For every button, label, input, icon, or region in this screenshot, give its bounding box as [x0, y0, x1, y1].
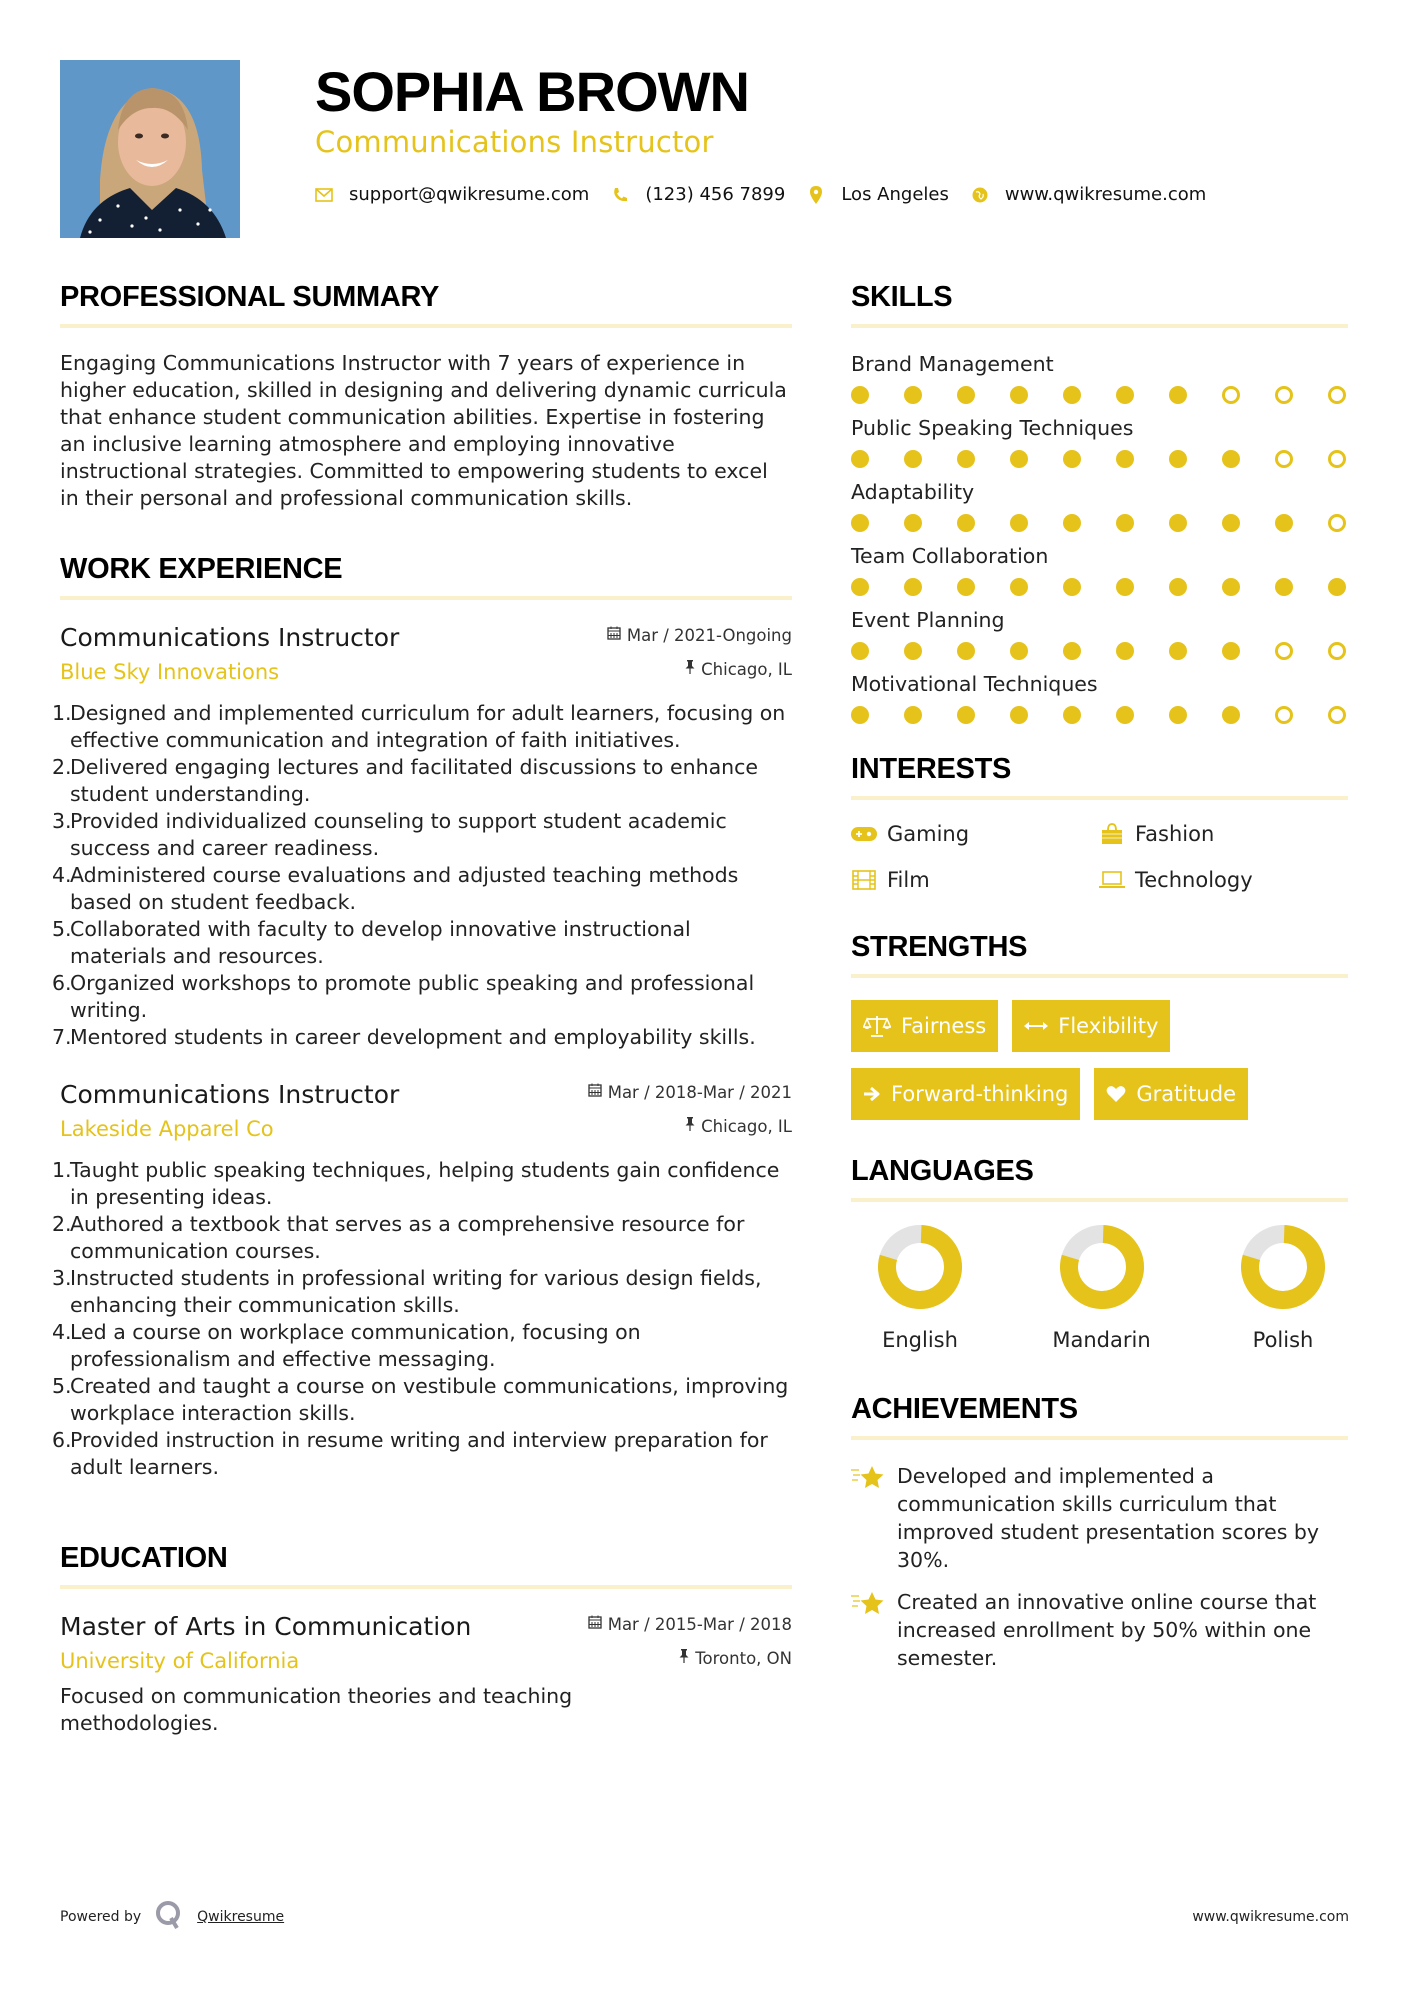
footer	[60, 1900, 1349, 1934]
rating-dot-filled	[851, 706, 869, 724]
skill-rating	[851, 450, 1348, 468]
language-proficiency-donut	[1240, 1224, 1326, 1310]
section-heading: INTERESTS	[851, 753, 1012, 785]
company-name: Lakeside Apparel Co	[60, 1117, 274, 1141]
rating-dot-filled	[851, 386, 869, 404]
rating-dot-filled	[1116, 706, 1134, 724]
rating-dot-empty	[1328, 514, 1346, 532]
bullet-item: 3. Provided individualized counseling to support student academic success and career readiness.	[52, 809, 727, 860]
interest-item: Technology	[1099, 864, 1347, 896]
education-location: Toronto, ON	[695, 1649, 792, 1668]
rating-dot-empty	[1222, 386, 1240, 404]
candidate-title: Communications Instructor	[315, 125, 714, 159]
bullet-item: 1. Designed and implemented curriculum for adult learners, focusing on effective communication and integration of faith initiatives.	[52, 701, 786, 752]
calendar-icon	[588, 1083, 602, 1103]
rating-dot-filled	[957, 386, 975, 404]
star-icon	[851, 1588, 897, 1672]
profile-photo	[60, 60, 240, 238]
school-name: University of California	[60, 1649, 300, 1673]
rating-dot-empty	[1275, 706, 1293, 724]
language-item	[1228, 1224, 1338, 1352]
rating-dot-filled	[851, 514, 869, 532]
section-divider	[60, 324, 792, 328]
strength-tag: Fairness	[851, 1000, 998, 1052]
right-column	[851, 280, 1348, 1686]
skill-name: Adaptability	[851, 480, 975, 504]
job-title: Communications Instructor	[60, 623, 400, 652]
bullet-item: 1. Taught public speaking techniques, helping students gain confidence in presenting ideas.	[52, 1158, 780, 1209]
job-location: Chicago, IL	[701, 1117, 792, 1136]
rating-dot-filled	[1116, 514, 1134, 532]
section-heading: LANGUAGES	[851, 1155, 1034, 1187]
section-divider	[851, 324, 1348, 328]
rating-dot-filled	[1169, 514, 1187, 532]
language-name: Mandarin	[1052, 1328, 1151, 1352]
balance-scale-icon	[863, 1015, 891, 1037]
skills-section	[851, 280, 1348, 724]
footer-website-link[interactable]: www.qwikresume.com	[1192, 1909, 1349, 1925]
skill-item	[851, 542, 1348, 596]
rating-dot-filled	[851, 450, 869, 468]
work-experience-section	[52, 552, 792, 1481]
achievement-item: Developed and implemented a communication skills curriculum that improved student presentation scores by 30%.	[851, 1462, 1348, 1574]
section-heading: SKILLS	[851, 281, 953, 313]
calendar-icon	[607, 626, 621, 646]
rating-dot-filled	[904, 706, 922, 724]
rating-dot-filled	[957, 578, 975, 596]
section-heading: PROFESSIONAL SUMMARY	[60, 281, 440, 313]
job-location: Chicago, IL	[701, 660, 792, 679]
rating-dot-filled	[904, 642, 922, 660]
rating-dot-filled	[1222, 450, 1240, 468]
skill-name: Brand Management	[851, 352, 1054, 376]
rating-dot-filled	[1275, 578, 1293, 596]
rating-dot-filled	[1222, 578, 1240, 596]
rating-dot-filled	[1010, 386, 1028, 404]
skill-item	[851, 670, 1348, 724]
rating-dot-filled	[1116, 386, 1134, 404]
rating-dot-filled	[957, 706, 975, 724]
rating-dot-filled	[1169, 578, 1187, 596]
section-divider	[851, 974, 1348, 978]
skill-rating	[851, 578, 1348, 596]
rating-dot-filled	[1222, 706, 1240, 724]
rating-dot-filled	[1169, 642, 1187, 660]
map-pin-icon	[807, 186, 825, 204]
rating-dot-filled	[1063, 706, 1081, 724]
language-proficiency-donut	[1059, 1224, 1145, 1310]
shopping-bag-icon	[1099, 823, 1125, 845]
pushpin-icon	[685, 660, 695, 680]
skill-rating	[851, 642, 1348, 660]
job-bullets	[52, 1157, 792, 1481]
bullet-item: 5. Created and taught a course on vestibule communications, improving workplace interaction skills.	[52, 1374, 789, 1425]
arrows-horizontal-icon	[1024, 1021, 1048, 1031]
job-title: Communications Instructor	[60, 1080, 400, 1109]
bullet-item: 2. Delivered engaging lectures and facilitated discussions to enhance student understanding.	[52, 755, 759, 806]
rating-dot-empty	[1328, 642, 1346, 660]
rating-dot-filled	[1116, 450, 1134, 468]
rating-dot-filled	[1010, 642, 1028, 660]
phone-icon	[611, 187, 629, 203]
section-heading: WORK EXPERIENCE	[60, 553, 343, 585]
languages-section	[851, 1154, 1348, 1352]
heart-icon	[1106, 1085, 1126, 1103]
qwikresume-logo-icon	[155, 1900, 183, 1934]
rating-dot-empty	[1275, 386, 1293, 404]
section-divider	[851, 796, 1348, 800]
strength-tag: Flexibility	[1012, 1000, 1170, 1052]
contact-location	[807, 184, 949, 205]
laptop-icon	[1099, 871, 1125, 889]
rating-dot-filled	[904, 578, 922, 596]
bullet-item: 2. Authored a textbook that serves as a comprehensive resource for communication courses.	[52, 1212, 745, 1263]
rating-dot-filled	[1169, 706, 1187, 724]
rating-dot-filled	[1010, 706, 1028, 724]
contact-info	[315, 184, 1228, 205]
gamepad-icon	[851, 827, 877, 841]
bullet-item: 6. Provided instruction in resume writing and interview preparation for adult learners.	[52, 1428, 768, 1479]
education-description: Focused on communication theories and teaching methodologies.	[60, 1684, 573, 1735]
rating-dot-filled	[957, 450, 975, 468]
education-dates: Mar / 2015-Mar / 2018	[607, 1615, 792, 1634]
job-entry	[52, 622, 792, 1051]
interest-item: Gaming	[851, 818, 1099, 850]
section-heading: STRENGTHS	[851, 931, 1028, 963]
section-heading: EDUCATION	[60, 1542, 228, 1574]
rating-dot-filled	[1116, 642, 1134, 660]
strength-tag: Forward-thinking	[851, 1068, 1080, 1120]
skill-item	[851, 606, 1348, 660]
portrait-image	[60, 60, 240, 238]
rating-dot-filled	[1275, 514, 1293, 532]
email-text: support@qwikresume.com	[349, 184, 590, 205]
section-divider	[851, 1436, 1348, 1440]
website-text: www.qwikresume.com	[1004, 184, 1207, 205]
rating-dot-filled	[1010, 514, 1028, 532]
skill-name: Public Speaking Techniques	[851, 416, 1134, 440]
calendar-icon	[588, 1615, 602, 1635]
rating-dot-filled	[957, 642, 975, 660]
contact-website[interactable]	[971, 184, 1206, 205]
section-divider	[851, 1198, 1348, 1202]
degree-title: Master of Arts in Communication	[60, 1612, 472, 1641]
interest-item: Film	[851, 864, 1099, 896]
job-entry	[52, 1079, 792, 1481]
rating-dot-filled	[957, 514, 975, 532]
section-divider	[60, 596, 792, 600]
strength-tag: Gratitude	[1094, 1068, 1248, 1120]
contact-email[interactable]	[315, 184, 589, 205]
envelope-icon	[315, 188, 333, 202]
skill-name: Motivational Techniques	[851, 672, 1098, 696]
qwikresume-link[interactable]: Qwikresume	[197, 1909, 285, 1925]
rating-dot-empty	[1275, 642, 1293, 660]
rating-dot-filled	[1222, 514, 1240, 532]
rating-dot-filled	[1222, 642, 1240, 660]
film-icon	[851, 870, 877, 890]
pushpin-icon	[679, 1649, 689, 1669]
rating-dot-filled	[851, 578, 869, 596]
rating-dot-empty	[1275, 450, 1293, 468]
achievements-section	[851, 1392, 1348, 1672]
skill-rating	[851, 386, 1348, 404]
strengths-section	[851, 930, 1348, 1120]
rating-dot-filled	[1063, 642, 1081, 660]
language-item	[865, 1224, 975, 1352]
skill-item	[851, 350, 1348, 404]
bullet-item: 4. Administered course evaluations and adjusted teaching methods based on student feedback.	[52, 863, 739, 914]
skill-item	[851, 414, 1348, 468]
rating-dot-empty	[1328, 386, 1346, 404]
location-text: Los Angeles	[841, 184, 949, 205]
globe-icon	[971, 187, 989, 203]
rating-dot-filled	[1010, 450, 1028, 468]
rating-dot-empty	[1328, 706, 1346, 724]
skill-item	[851, 478, 1348, 532]
language-name: Polish	[1252, 1328, 1314, 1352]
skill-name: Event Planning	[851, 608, 1005, 632]
skill-rating	[851, 514, 1348, 532]
job-bullets	[52, 700, 792, 1051]
rating-dot-filled	[1063, 514, 1081, 532]
contact-phone[interactable]	[611, 184, 785, 205]
rating-dot-filled	[1063, 450, 1081, 468]
language-name: English	[882, 1328, 958, 1352]
language-item	[1047, 1224, 1157, 1352]
rating-dot-filled	[851, 642, 869, 660]
rating-dot-filled	[904, 450, 922, 468]
rating-dot-filled	[1116, 578, 1134, 596]
summary-text: Engaging Communications Instructor with 7 years of experience in higher education, skilled in designing and delivering dynamic curricula that enhance student communication abilities. Expertise in fostering an inclusive learning atmosphere and employing innovative instructional strategies. Committed to empowering students to excel in their personal and professional communication skills.	[60, 351, 787, 510]
company-name: Blue Sky Innovations	[60, 660, 280, 684]
rating-dot-filled	[904, 386, 922, 404]
education-section	[60, 1541, 792, 1737]
rating-dot-filled	[1063, 386, 1081, 404]
bullet-item: 5. Collaborated with faculty to develop innovative instructional materials and resources.	[52, 917, 691, 968]
left-column	[52, 280, 792, 1737]
interest-item: Fashion	[1099, 818, 1347, 850]
skill-name: Team Collaboration	[851, 544, 1049, 568]
powered-by-label: Powered by	[60, 1909, 142, 1925]
phone-text: (123) 456 7899	[645, 184, 786, 205]
skill-rating	[851, 706, 1348, 724]
resume-header	[315, 60, 1228, 205]
rating-dot-empty	[1328, 450, 1346, 468]
bullet-item: 3. Instructed students in professional writing for various design fields, enhancing their communication skills.	[52, 1266, 762, 1317]
interests-section	[851, 752, 1348, 896]
section-divider	[60, 1585, 792, 1589]
rating-dot-filled	[1063, 578, 1081, 596]
candidate-name: SOPHIA BROWN	[315, 60, 749, 123]
job-dates: Mar / 2018-Mar / 2021	[607, 1083, 792, 1102]
rating-dot-filled	[1010, 578, 1028, 596]
rating-dot-filled	[1169, 386, 1187, 404]
rating-dot-filled	[904, 514, 922, 532]
job-dates: Mar / 2021-Ongoing	[626, 626, 792, 645]
achievement-item: Created an innovative online course that increased enrollment by 50% within one semester.	[851, 1588, 1348, 1672]
arrow-right-icon	[863, 1085, 881, 1103]
bullet-item: 4. Led a course on workplace communication, focusing on professionalism and effective messaging.	[52, 1320, 641, 1371]
language-proficiency-donut	[877, 1224, 963, 1310]
pushpin-icon	[685, 1117, 695, 1137]
star-icon	[851, 1462, 897, 1574]
rating-dot-filled	[1328, 578, 1346, 596]
bullet-item: 7. Mentored students in career development and employability skills.	[52, 1025, 756, 1049]
professional-summary-section	[60, 280, 792, 512]
rating-dot-filled	[1169, 450, 1187, 468]
bullet-item: 6. Organized workshops to promote public speaking and professional writing.	[52, 971, 755, 1022]
section-heading: ACHIEVEMENTS	[851, 1393, 1078, 1425]
